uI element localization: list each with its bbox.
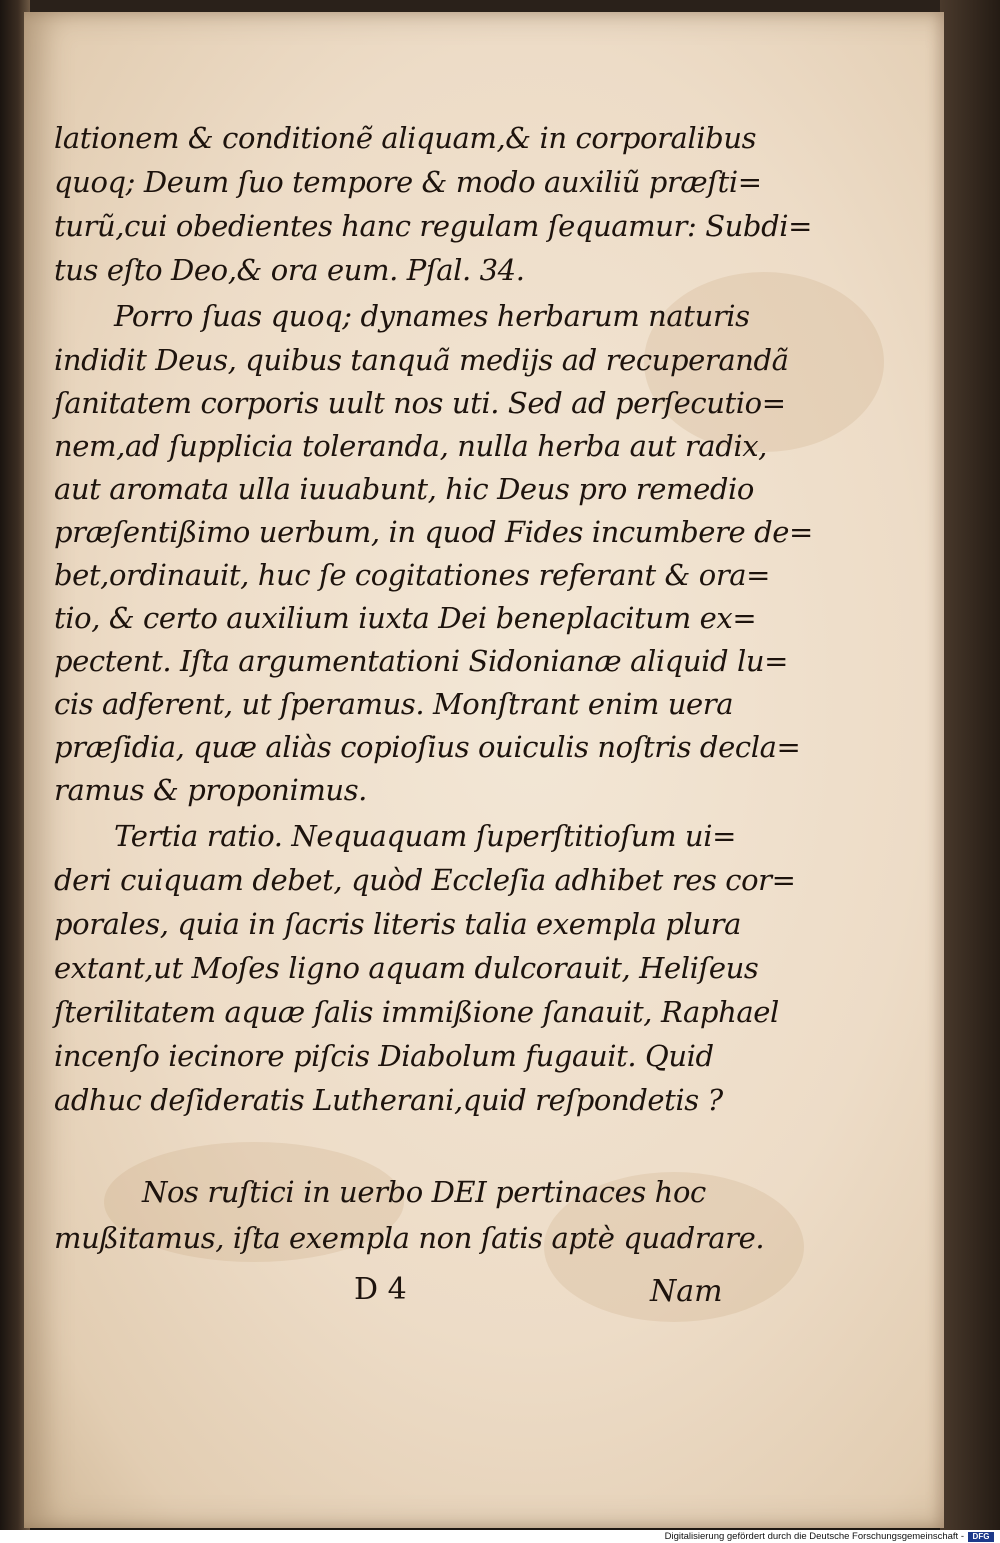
paragraph-start-line: Tertia ratio. Nequaquam ſuperſtitioſum ui= (114, 819, 736, 853)
text-line: cis adferent, ut ſperamus. Monſtrant enim uera (54, 687, 734, 721)
paragraph-start-line: Nos ruſtici in uerbo DEI pertinaces hoc (142, 1175, 706, 1209)
text-line: turũ,cui obedientes hanc regulam ſequamur: Subdi= (54, 209, 813, 243)
text-line: adhuc deſideratis Lutherani,quid reſpondetis ? (54, 1083, 723, 1117)
dfg-logo: DFG (968, 1532, 994, 1542)
text-line: indidit Deus, quibus tanquã medijs ad recuperandã (54, 343, 789, 377)
text-line: quoq; Deum ſuo tempore & modo auxiliũ præſti= (54, 165, 762, 199)
text-line: ſterilitatem aquæ ſalis immißione ſanauit, Raphael (54, 995, 779, 1029)
text-line: bet,ordinauit, huc ſe cogitationes referant & ora= (54, 558, 771, 592)
text-line: præſidia, quæ aliàs copioſius ouiculis noſtris decla= (54, 730, 801, 764)
text-line: deri cuiquam debet, quòd Eccleſia adhibet res cor= (54, 863, 796, 897)
catchword: Nam (650, 1274, 723, 1309)
text-line: porales, quia in ſacris literis talia exempla plura (54, 907, 742, 941)
text-line: aut aromata ulla iuuabunt, hic Deus pro remedio (54, 472, 754, 506)
text-line: lationem & conditionẽ aliquam,& in corporalibus (54, 121, 757, 155)
text-line: præſentißimo uerbum, in quod Fides incumbere de= (54, 515, 813, 549)
text-line: ſanitatem corporis uult nos uti. Sed ad perſecutio= (54, 386, 786, 420)
funding-credit: Digitalisierung gefördert durch die Deutsche Forschungsgemeinschaft - (664, 1531, 964, 1542)
signature-mark: D 4 (354, 1272, 407, 1307)
book-fore-edge (940, 0, 1000, 1530)
text-line: ramus & proponimus. (54, 773, 368, 807)
text-line: tus eſto Deo,& ora eum. Pſal. 34. (54, 253, 525, 287)
book-page (24, 12, 944, 1528)
text-line: extant,ut Moſes ligno aquam dulcorauit, Heliſeus (54, 951, 759, 985)
text-line: tio, & certo auxilium iuxta Dei beneplacitum ex= (54, 601, 757, 635)
footer-bar (0, 1530, 1000, 1543)
text-line: nem,ad ſupplicia toleranda, nulla herba aut radix, (54, 429, 768, 463)
text-line: incenſo iecinore piſcis Diabolum fugauit. Quid (54, 1039, 714, 1073)
text-line: pectent. Iſta argumentationi Sidonianæ aliquid lu= (54, 644, 789, 678)
text-line: mußitamus, iſta exempla non ſatis aptè quadrare. (54, 1221, 765, 1255)
paragraph-start-line: Porro ſuas quoq; dynames herbarum naturis (114, 299, 750, 333)
